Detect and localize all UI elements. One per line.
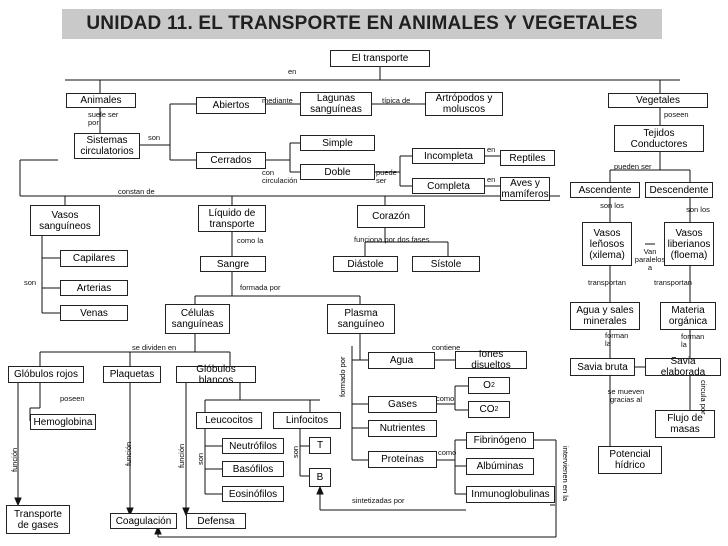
node-savia-bruta: Savia bruta: [570, 358, 635, 376]
node-vasos: Vasos sanguíneos: [30, 205, 100, 236]
node-cerrados: Cerrados: [196, 152, 266, 169]
node-transporte-gases: Transporte de gases: [6, 505, 70, 534]
node-vegetales: Vegetales: [608, 93, 708, 108]
label-son-los-desc: son los: [686, 205, 710, 214]
node-reptiles: Reptiles: [500, 150, 555, 166]
node-coagulacion: Coagulación: [110, 513, 177, 529]
node-aves: Aves y mamíferos: [501, 178, 549, 200]
node-venas: Venas: [60, 305, 128, 321]
label-funcion-blancos: función: [177, 443, 186, 468]
label-forman-desc: forman la: [681, 332, 705, 349]
node-defensa: Defensa: [186, 513, 246, 529]
node-liquido: Líquido de transporte: [198, 205, 266, 232]
node-albuminas: Albúminas: [466, 458, 534, 475]
node-arterias: Arterias: [60, 280, 128, 296]
node-hemoglobina: Hemoglobina: [30, 414, 96, 430]
label-son-los-asc: son los: [600, 201, 624, 210]
node-linfocitos: Linfocitos: [273, 412, 341, 429]
node-b: B: [309, 468, 331, 487]
node-plasma: Plasma sanguíneo: [327, 304, 395, 334]
node-proteinas: Proteínas: [368, 451, 437, 468]
label-circula-por: circula por: [699, 380, 708, 415]
label-poseen-veg: poseen: [664, 110, 689, 119]
node-artropodos: Artrópodos y moluscos: [425, 92, 503, 116]
node-descendente: Descendente: [645, 182, 713, 198]
node-agua: Agua: [368, 352, 435, 369]
label-formada-por: formada por: [240, 283, 281, 292]
node-floema: Vasos liberianos (floema): [664, 222, 714, 266]
node-leucocitos: Leucocitos: [196, 412, 262, 429]
node-corazon: Corazón: [357, 205, 425, 228]
label-sintetizadas-por: sintetizadas por: [352, 496, 405, 505]
node-plaquetas: Plaquetas: [103, 366, 161, 383]
node-neutrofilos: Neutrófilos: [222, 438, 284, 454]
node-sistemas: Sistemas circulatorios: [74, 133, 140, 159]
node-xilema: Vasos leñosos (xilema): [582, 222, 632, 266]
label-como-gases: como: [436, 394, 455, 403]
node-sangre: Sangre: [200, 256, 266, 272]
node-savia-elaborada: Savia elaborada: [645, 358, 721, 376]
node-ascendente: Ascendente: [570, 182, 640, 198]
label-pueden-ser: pueden ser: [614, 162, 652, 171]
label-funciona: funciona por dos fases: [354, 235, 430, 244]
label-constan-de: constan de: [118, 187, 155, 196]
label-poseen-hemo: poseen: [60, 394, 85, 403]
label-intervienen: intervienen en la: [561, 446, 570, 502]
label-en-completa: en: [487, 175, 496, 184]
node-eosinofilos: Eosinófilos: [222, 486, 284, 502]
node-incompleta: Incompleta: [412, 148, 485, 164]
label-se-dividen-en: se dividen en: [132, 343, 177, 352]
node-inmunoglobulinas: Inmunoglobulinas: [466, 486, 555, 503]
label-transportan-asc: transportan: [588, 278, 626, 287]
label-mediante: mediante: [262, 96, 293, 105]
node-nutrientes: Nutrientes: [368, 420, 437, 437]
node-lagunas: Lagunas sanguíneas: [300, 92, 372, 116]
co2-label: CO: [479, 404, 495, 415]
label-funcion-rojos: función: [10, 447, 19, 472]
o2-label: O: [483, 380, 491, 391]
label-transportan-desc: transportan: [654, 278, 692, 287]
node-t: T: [309, 437, 331, 454]
label-forman-asc: forman la: [605, 331, 629, 348]
label-se-mueven: se mueven gracias al: [607, 387, 645, 404]
label-en-incompleta: en: [487, 145, 496, 154]
node-doble: Doble: [300, 164, 375, 180]
co2-subscript: 2: [494, 406, 499, 413]
label-son-vasos: son: [24, 278, 37, 287]
node-globulos-rojos: Glóbulos rojos: [8, 366, 84, 383]
o2-subscript: 2: [490, 382, 495, 389]
label-como-proteinas: como: [438, 448, 457, 457]
label-son-leucocitos: son: [196, 452, 205, 465]
label-tipica-de: típica de: [382, 96, 411, 105]
label-puede-ser: puede ser: [376, 168, 397, 185]
label-como-la: como la: [237, 236, 264, 245]
node-sistole: Sístole: [412, 256, 480, 272]
node-iones: Iones disueltos: [455, 351, 527, 369]
node-o2: [468, 377, 510, 394]
node-diastole: Diástole: [333, 256, 398, 272]
node-fibrinogeno: Fibrinógeno: [466, 432, 534, 449]
node-agua-sales: Agua y sales minerales: [570, 302, 640, 330]
node-flujo: Flujo de masas: [655, 410, 715, 438]
node-materia: Materia orgánica: [660, 302, 716, 330]
label-son-sistemas: son: [148, 133, 161, 142]
node-co2: [468, 401, 510, 418]
label-suele-ser-por: suele ser por: [88, 110, 119, 127]
node-globulos-blancos: Glóbulos blancos: [176, 366, 256, 383]
node-capilares: Capilares: [60, 250, 128, 267]
label-funcion-plaquetas: función: [124, 441, 133, 466]
label-con-circulacion: con circulación: [262, 168, 298, 185]
node-abiertos: Abiertos: [196, 97, 266, 114]
node-simple: Simple: [300, 135, 375, 151]
page-title: UNIDAD 11. EL TRANSPORTE EN ANIMALES Y VEGETALES: [62, 9, 662, 39]
node-transporte: El transporte: [330, 50, 430, 67]
node-completa: Completa: [412, 178, 485, 194]
node-animales: Animales: [66, 93, 136, 108]
label-son-linfocitos: son: [291, 445, 300, 458]
node-tejidos: Tejidos Conductores: [614, 125, 704, 152]
node-basofilos: Basófilos: [222, 461, 284, 477]
node-gases: Gases: [368, 396, 437, 413]
label-en-top: en: [288, 67, 297, 76]
node-celulas: Células sanguíneas: [165, 304, 230, 334]
label-van-paralelos: Van paralelos a: [634, 247, 666, 272]
label-formado-por: formado por: [338, 356, 347, 397]
node-potencial: Potencial hídrico: [598, 446, 662, 474]
label-contiene: contiene: [432, 343, 461, 352]
